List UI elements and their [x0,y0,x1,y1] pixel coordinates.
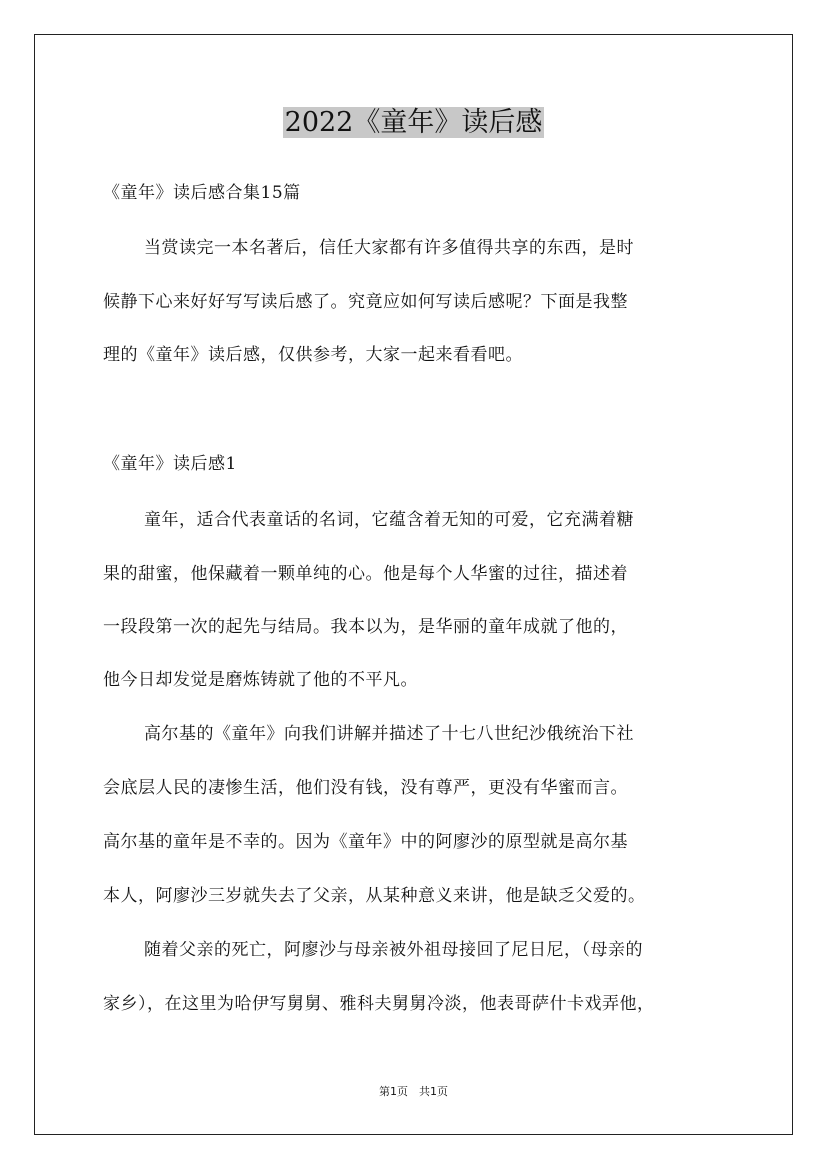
paragraph1-line-4: 他今日却发觉是磨炼铸就了他的不平凡。 [103,670,418,690]
paragraph1-line-2: 果的甜蜜，他保藏着一颗单纯的心。他是每个人华蜜的过往，描述着 [103,564,628,584]
document-title [0,103,827,143]
subtitle: 《童年》读后感合集15篇 [103,183,301,203]
intro-line-3: 理的《童年》读后感，仅供参考，大家一起来看看吧。 [103,345,523,365]
page-footer: 第1页 共1页 [379,1085,448,1098]
paragraph1-line-3: 一段段第一次的起先与结局。我本以为，是华丽的童年成就了他的， [103,617,628,637]
intro-line-2: 候静下心来好好写写读后感了。究竟应如何写读后感呢？下面是我整 [103,292,628,312]
paragraph1-line-1: 童年，适合代表童话的名词，它蕴含着无知的可爱，它充满着糖 [144,510,634,530]
paragraph2-line-1: 高尔基的《童年》向我们讲解并描述了十七八世纪沙俄统治下社 [144,724,634,744]
paragraph2-line-2: 会底层人民的凄惨生活，他们没有钱，没有尊严，更没有华蜜而言。 [103,778,628,798]
paragraph2-line-4: 本人，阿廖沙三岁就失去了父亲，从某种意义来讲，他是缺乏父爱的。 [103,886,646,906]
paragraph3-line-1: 随着父亲的死亡，阿廖沙与母亲被外祖母接回了尼日尼，（母亲的 [144,940,643,960]
section-heading: 《童年》读后感1 [103,454,237,474]
intro-line-1: 当赏读完一本名著后，信任大家都有许多值得共享的东西，是时 [144,238,634,258]
paragraph2-line-3: 高尔基的童年是不幸的。因为《童年》中的阿廖沙的原型就是高尔基 [103,832,628,852]
document-title-text: 2022《童年》读后感 [284,107,543,138]
paragraph3-line-2: 家乡），在这里为哈伊写舅舅、雅科夫舅舅冷淡，他表哥萨什卡戏弄他， [103,994,655,1014]
